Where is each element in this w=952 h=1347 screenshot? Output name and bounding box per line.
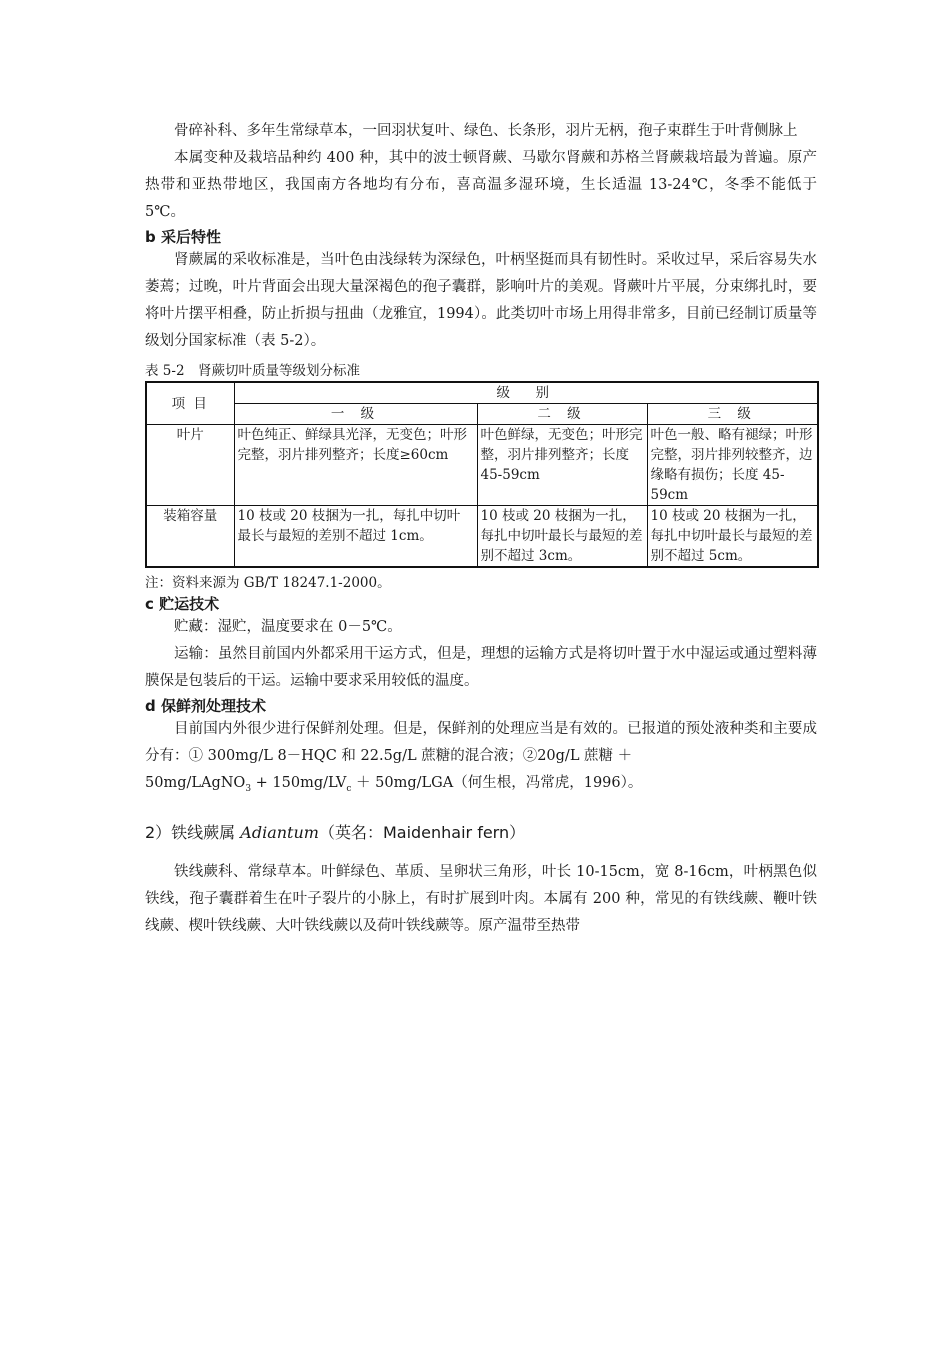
heading-latin-name: Adiantum xyxy=(240,822,319,842)
table-grade-1: 一 级 xyxy=(234,404,477,425)
table-row-item: 叶片 xyxy=(146,425,234,506)
table-row xyxy=(146,506,818,568)
paragraph-description: 骨碎补科、多年生常绿草本，一回羽状复叶、绿色、长条形，羽片无柄，孢子束群生于叶背侧脉上 xyxy=(174,123,798,139)
table-cell: 10 枝或 20 枝捆为一扎，每扎中切叶最长与最短的差别不超过 5cm。 xyxy=(647,506,818,568)
heading-storage-transport: c 贮运技术 xyxy=(145,595,220,613)
paragraph-preservative-formula xyxy=(145,770,817,803)
heading-english-name: （英名：Maidenhair fern） xyxy=(318,822,526,842)
table-row xyxy=(146,425,818,506)
heading-preservative: d 保鲜剂处理技术 xyxy=(145,697,266,715)
table-cell: 10 枝或 20 枝捆为一扎，每扎中切叶最长与最短的差别不超过 1cm。 xyxy=(234,506,477,568)
table-grade-2: 二 级 xyxy=(477,404,647,425)
table-grade-3: 三 级 xyxy=(647,404,818,425)
formula-part: 50mg/LAgNO xyxy=(145,775,246,791)
paragraph-storage: 贮藏：湿贮，温度要求在 0－5℃。 xyxy=(174,619,402,635)
table-cell: 叶色纯正、鲜绿具光泽，无变色；叶形完整，羽片排列整齐；长度≥60cm xyxy=(234,425,477,506)
table-row-item: 装箱容量 xyxy=(146,506,234,568)
document-page xyxy=(145,118,817,940)
paragraph-adiantum: 铁线蕨科、常绿草本。叶鲜绿色、革质、呈卵状三角形，叶长 10-15cm，宽 8-16cm，叶柄黑色似铁线，孢子囊群着生在叶子裂片的小脉上，有时扩展到叶肉。本属有 200 种，常见的有铁线蕨、鞭叶铁线蕨、楔叶铁线蕨、大叶铁线蕨以及荷叶铁线蕨等。原产温带至热带 xyxy=(145,863,817,934)
table-cell: 叶色鲜绿，无变色；叶形完整，羽片排列整齐；长度 45-59cm xyxy=(477,425,647,506)
table-item-header: 项 目 xyxy=(146,382,234,425)
table-note: 注：资料来源为 GB/T 18247.1-2000。 xyxy=(145,575,391,591)
heading-adiantum xyxy=(145,820,817,843)
paragraph-distribution: 本属变种及栽培品种约 400 种，其中的波士顿肾蕨、马歇尔肾蕨和苏格兰肾蕨栽培最为普遍。原产热带和亚热带地区，我国南方各地均有分布，喜高温多湿环境，生长适温 13-24℃，冬季不能低于 5℃。 xyxy=(145,150,817,220)
table-cell: 10 枝或 20 枝捆为一扎，每扎中切叶最长与最短的差别不超过 3cm。 xyxy=(477,506,647,568)
table-grade-header: 级 别 xyxy=(234,382,818,404)
formula-subscript: c xyxy=(346,783,352,794)
formula-subscript: 3 xyxy=(245,783,252,794)
paragraph-preservative: 目前国内外很少进行保鲜剂处理。但是，保鲜剂的处理应当是有效的。已报道的预处液种类和主要成分有：① 300mg/L 8－HQC 和 22.5g/L 蔗糖的混合液；②20g/L 蔗糖 ＋ xyxy=(145,721,817,764)
table-caption: 表 5-2 肾蕨切叶质量等级划分标准 xyxy=(145,363,361,379)
table-cell: 叶色一般、略有褪绿；叶形完整，羽片排列较整齐，边缘略有损伤；长度 45-59cm xyxy=(647,425,818,506)
formula-part: ＋ 50mg/LGA（何生根，冯常虎，1996）。 xyxy=(351,775,643,791)
paragraph-transport: 运输：虽然目前国内外都采用干运方式，但是，理想的运输方式是将切叶置于水中湿运或通过塑料薄膜保是包装后的干运。运输中要求采用较低的温度。 xyxy=(145,646,817,689)
grade-table xyxy=(145,381,819,568)
heading-prefix: 2）铁线蕨属 xyxy=(145,822,241,842)
paragraph-harvest-standard: 肾蕨属的采收标准是，当叶色由浅绿转为深绿色，叶柄坚挺而具有韧性时。采收过早，采后容易失水萎蔫；过晚，叶片背面会出现大量深褐色的孢子囊群，影响叶片的美观。肾蕨叶片平展，分束绑扎时，要将叶片摆平相叠，防止折损与扭曲（龙雅宜，1994）。此类切叶市场上用得非常多，目前已经制订质量等级划分国家标准（表 5-2）。 xyxy=(145,252,817,349)
heading-postharvest: b 采后特性 xyxy=(145,228,221,246)
formula-part: + 150mg/LV xyxy=(251,775,347,791)
